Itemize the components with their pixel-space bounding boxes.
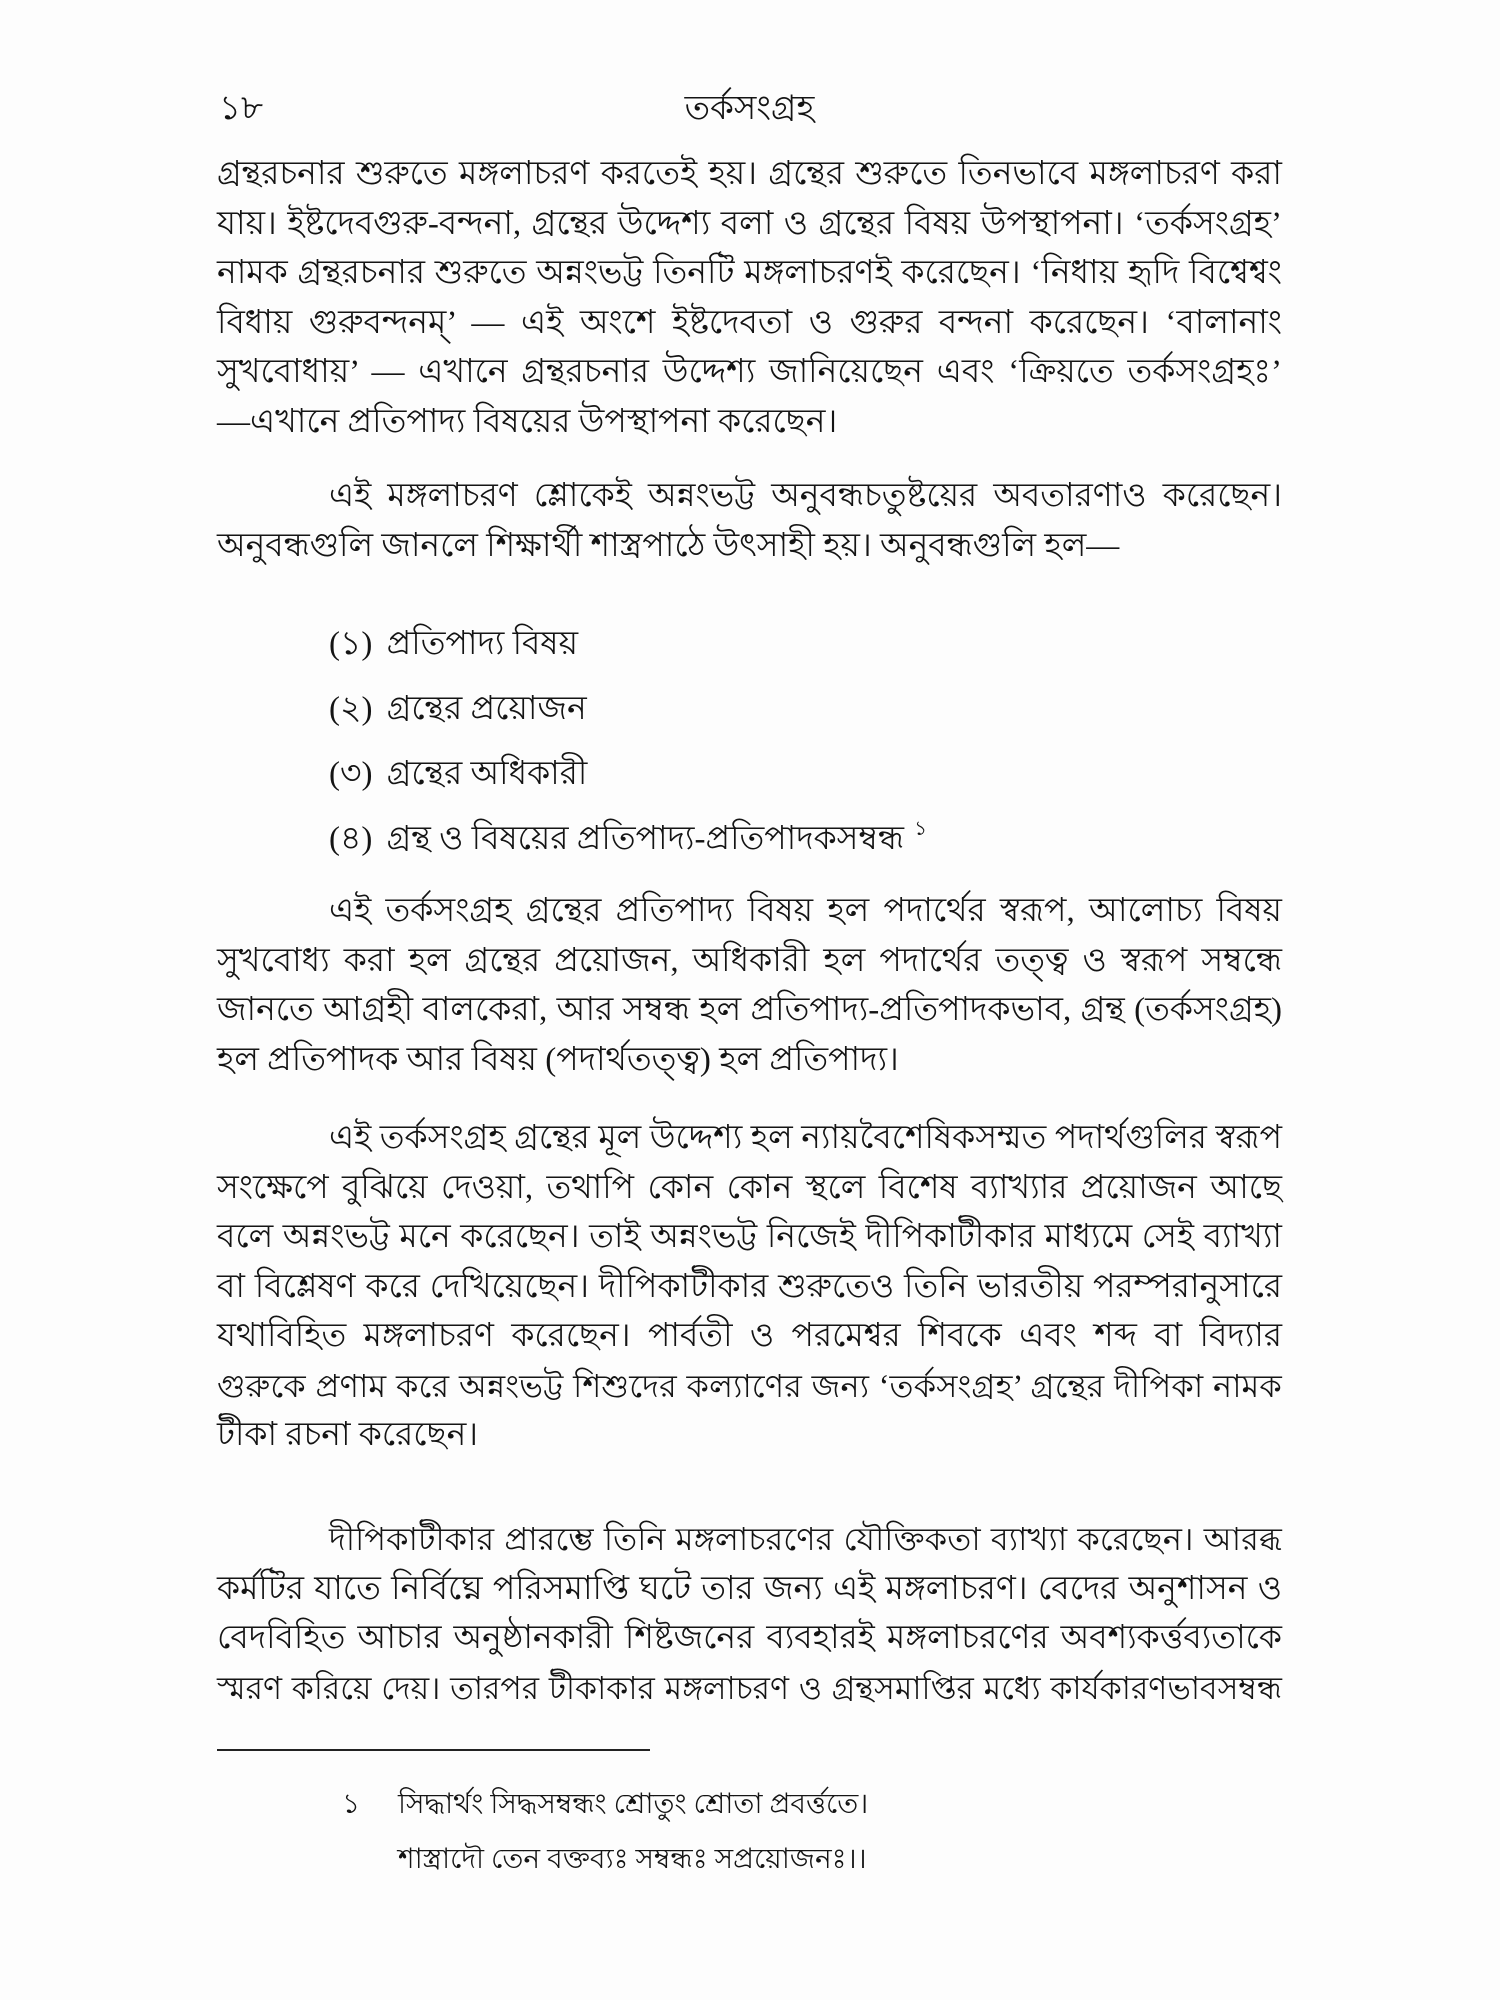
list-item: [329, 807, 1282, 872]
paragraph-2: [217, 472, 1282, 571]
footnote-line: [217, 1777, 1282, 1832]
paragraph-line: যায়। ইষ্টদেবগুরু-বন্দনা, গ্রন্থের উদ্দেশ্য বলা ও গ্রন্থের বিষয় উপস্থাপনা। ‘তর্কসংগ্রহ’: [217, 205, 1282, 242]
footnote-line: [217, 1832, 1282, 1887]
footnote-text: সিদ্ধার্থং সিদ্ধসম্বন্ধং শ্রোতুং শ্রোতা প্রবর্ত্ততে।: [398, 1789, 869, 1820]
running-head: [217, 84, 1282, 133]
anubandha-list: [329, 612, 1282, 872]
paragraph-5: [217, 1515, 1282, 1713]
paragraph-line: দীপিকাটীকার প্রারম্ভে তিনি মঙ্গলাচরণের যৌক্তিকতা ব্যাখ্যা করেছেন। আরব্ধ: [329, 1521, 1282, 1557]
paragraph-3: [217, 887, 1282, 1085]
paragraph-line: বলে অন্নংভট্ট মনে করেছেন। তাই অন্নংভট্ট নিজেই দীপিকাটীকার মাধ্যমে সেই ব্যাখ্যা: [217, 1219, 1282, 1255]
paragraph-1: [217, 150, 1282, 447]
paragraph-line: এই তর্কসংগ্রহ গ্রন্থের প্রতিপাদ্য বিষয় হল পদার্থের স্বরূপ, আলোচ্য বিষয়: [329, 893, 1282, 929]
paragraph-line: অনুবন্ধগুলি জানলে শিক্ষার্থী শাস্ত্রপাঠে উৎসাহী হয়। অনুবন্ধগুলি হল—: [217, 527, 1120, 564]
list-item: [329, 612, 1282, 677]
paragraph-line: কর্মটির যাতে নির্বিঘ্নে পরিসমাপ্তি ঘটে তার জন্য এই মঙ্গলাচরণ। বেদের অনুশাসন ও: [217, 1570, 1282, 1607]
paragraph-line: সুখবোধায়’ — এখানে গ্রন্থরচনার উদ্দেশ্য জানিয়েছেন এবং ‘ক্রিয়তে তর্কসংগ্রহঃ’: [217, 354, 1282, 390]
paragraph-line: জানতে আগ্রহী বালকেরা, আর সম্বন্ধ হল প্রতিপাদ্য-প্রতিপাদকভাব, গ্রন্থ (তর্কসংগ্রহ): [217, 992, 1282, 1028]
paragraph-line: সুখবোধ্য করা হল গ্রন্থের প্রয়োজন, অধিকারী হল পদার্থের তত্ত্ব ও স্বরূপ সম্বন্ধে: [217, 942, 1282, 979]
list-item-number: (৪): [329, 821, 373, 857]
paragraph-line: নামক গ্রন্থরচনার শুরুতে অন্নংভট্ট তিনটি মঙ্গলাচরণই করেছেন। ‘নিধায় হৃদি বিশ্বেশ্বং: [217, 255, 1282, 291]
list-item: [329, 742, 1282, 807]
list-item: [329, 677, 1282, 742]
list-item-number: (৩): [329, 756, 373, 792]
paragraph-line: বেদবিহিত আচার অনুষ্ঠানকারী শিষ্টজনের ব্যবহারই মঙ্গলাচরণের অবশ্যকর্ত্তব্যতাকে: [217, 1620, 1282, 1656]
paragraph-line: এই মঙ্গলাচরণ শ্লোকেই অন্নংভট্ট অনুবন্ধচতুষ্টয়ের অবতারণাও করেছেন।: [329, 478, 1282, 514]
footnote: [217, 1777, 1282, 1887]
list-item-text: গ্রন্থের প্রয়োজন: [386, 691, 587, 727]
paragraph-line: হল প্রতিপাদক আর বিষয় (পদার্থতত্ত্ব) হল প্রতিপাদ্য।: [217, 1041, 899, 1078]
paragraph-line: এই তর্কসংগ্রহ গ্রন্থের মূল উদ্দেশ্য হল ন্যায়বৈশেষিকসম্মত পদার্থগুলির স্বরূপ: [329, 1120, 1282, 1156]
list-item-text: গ্রন্থের অধিকারী: [386, 756, 588, 792]
list-item-text: প্রতিপাদ্য বিষয়: [386, 626, 579, 662]
paragraph-line: যথাবিহিত মঙ্গলাচরণ করেছেন। পার্বতী ও পরমেশ্বর শিবকে এবং শব্দ বা বিদ্যার: [217, 1318, 1282, 1354]
paragraph-line: বা বিশ্লেষণ করে দেখিয়েছেন। দীপিকাটীকার শুরুতেও তিনি ভারতীয় পরম্পরানুসারে: [217, 1268, 1282, 1305]
paragraph-line: টীকা রচনা করেছেন।: [217, 1417, 479, 1453]
paragraph-line: বিধায় গুরুবন্দনম্’ — এই অংশে ইষ্টদেবতা ও গুরুর বন্দনা করেছেন। ‘বালানাং: [217, 304, 1282, 341]
list-item-number: (১): [329, 626, 373, 662]
paragraph-line: গুরুকে প্রণাম করে অন্নংভট্ট শিশুদের কল্যাণের জন্য ‘তর্কসংগ্রহ’ গ্রন্থের দীপিকা নামক: [217, 1367, 1282, 1404]
paragraph-line: —এখানে প্রতিপাদ্য বিষয়ের উপস্থাপনা করেছেন।: [217, 403, 838, 440]
list-item-text: গ্রন্থ ও বিষয়ের প্রতিপাদ্য-প্রতিপাদকসম্বন্ধ: [386, 821, 905, 857]
footnote-text: শাস্ত্রাদৌ তেন বক্তব্যঃ সম্বন্ধঃ সপ্রয়োজনঃ।।: [398, 1844, 867, 1875]
list-item-number: (২): [329, 691, 373, 727]
footnote-number: ১: [342, 1789, 361, 1820]
running-title: তর্কসংগ্রহ: [684, 90, 815, 127]
paragraph-line: গ্রন্থরচনার শুরুতে মঙ্গলাচরণ করতেই হয়। গ্রন্থের শুরুতে তিনভাবে মঙ্গলাচরণ করা: [217, 156, 1282, 192]
paragraph-line: স্মরণ করিয়ে দেয়। তারপর টীকাকার মঙ্গলাচরণ ও গ্রন্থসমাপ্তির মধ্যে কার্যকারণভাবসম্বন্ধ: [217, 1670, 1282, 1706]
page-number: ১৮: [219, 90, 264, 127]
paragraph-line: সংক্ষেপে বুঝিয়ে দেওয়া, তথাপি কোন কোন স্থলে বিশেষ ব্যাখ্যার প্রয়োজন আছে: [217, 1169, 1282, 1206]
paragraph-4: [217, 1114, 1282, 1461]
footnote-separator: [217, 1749, 650, 1751]
footnote-reference: ১: [914, 818, 928, 840]
